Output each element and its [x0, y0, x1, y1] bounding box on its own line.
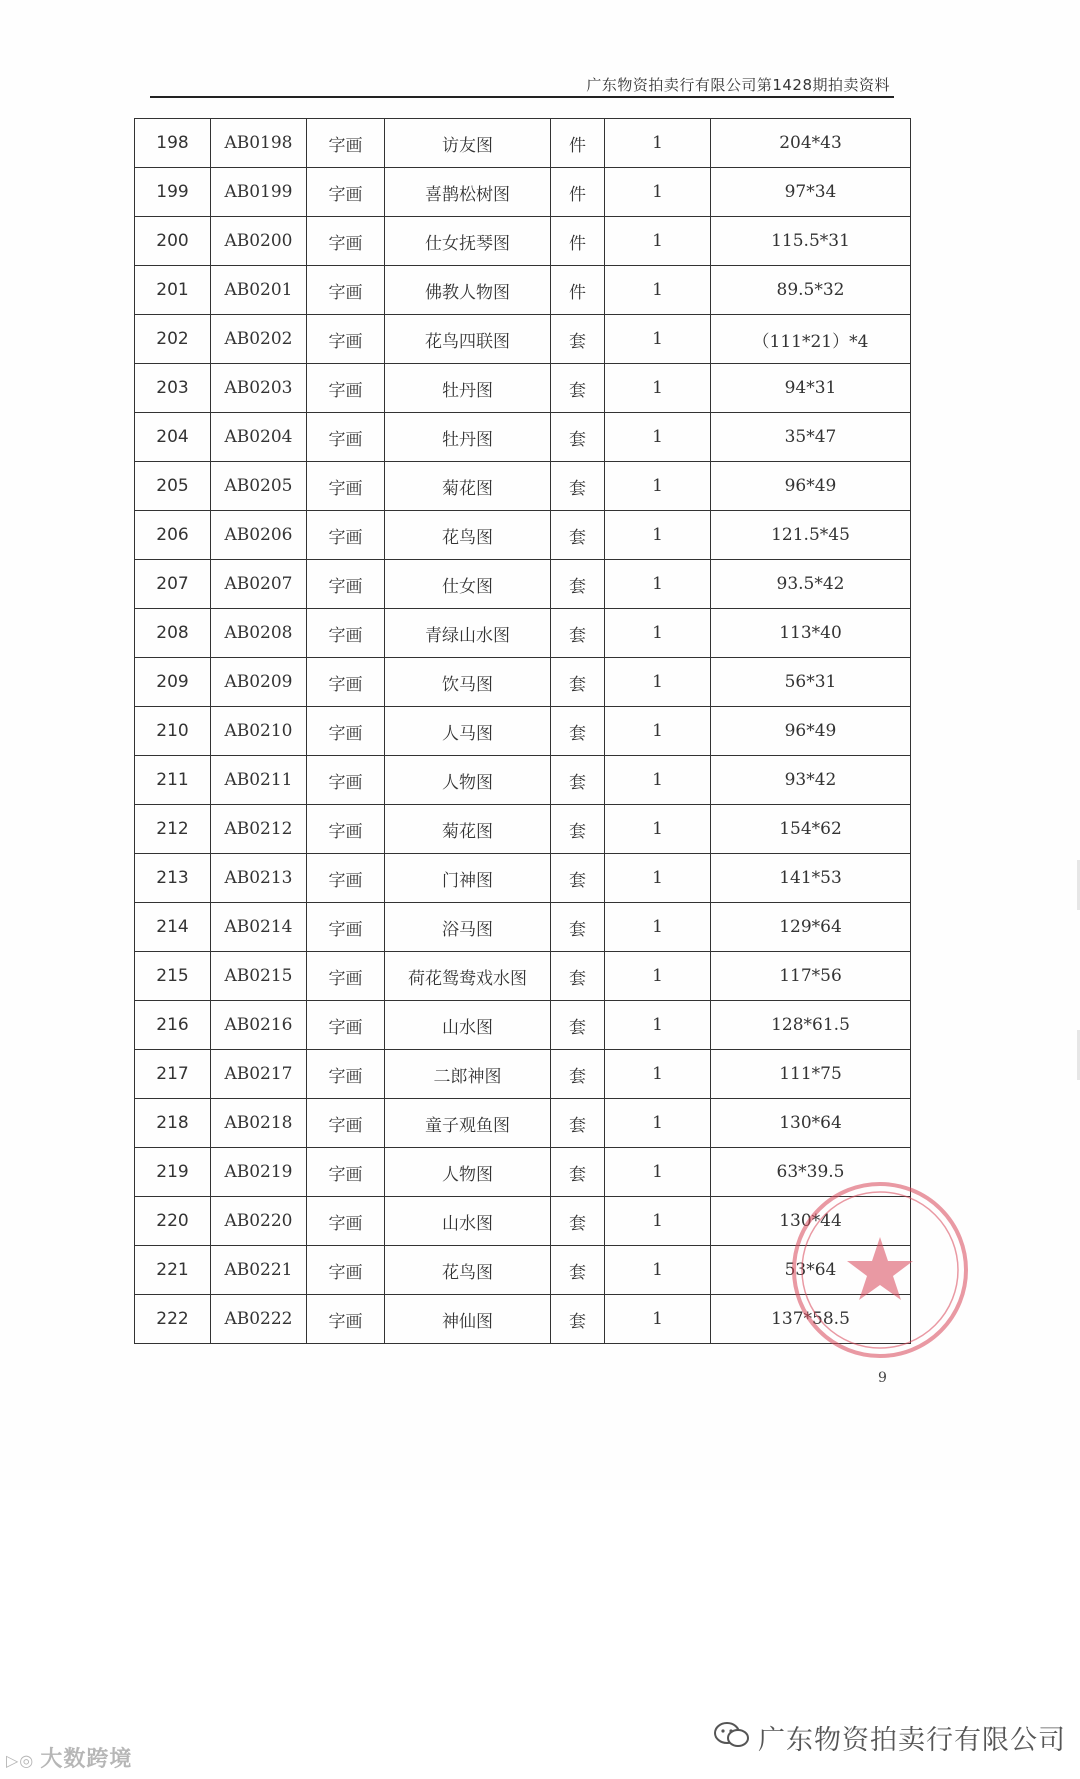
lot-size-cell: 117*56: [711, 952, 911, 1001]
lot-title-cell: 仕女抚琴图: [385, 217, 551, 266]
lot-unit-cell: 件: [551, 217, 605, 266]
lot-quantity-cell: 1: [605, 756, 711, 805]
lot-unit-cell: 套: [551, 315, 605, 364]
lot-code-cell: AB0210: [211, 707, 307, 756]
lot-quantity-cell: 1: [605, 217, 711, 266]
lot-title-cell: 饮马图: [385, 658, 551, 707]
lot-unit-cell: 件: [551, 168, 605, 217]
lot-title-cell: 花鸟四联图: [385, 315, 551, 364]
lot-size-cell: 96*49: [711, 707, 911, 756]
lot-unit-cell: 套: [551, 1050, 605, 1099]
lot-title-cell: 佛教人物图: [385, 266, 551, 315]
lot-title-cell: 浴马图: [385, 903, 551, 952]
lot-category-cell: 字画: [307, 462, 385, 511]
lot-number-cell: 222: [135, 1295, 211, 1344]
lot-size-cell: 154*62: [711, 805, 911, 854]
lot-number-cell: 199: [135, 168, 211, 217]
lot-title-cell: 童子观鱼图: [385, 1099, 551, 1148]
lot-number-cell: 212: [135, 805, 211, 854]
table-row: [135, 903, 911, 952]
lot-category-cell: 字画: [307, 658, 385, 707]
table-row: [135, 364, 911, 413]
lot-category-cell: 字画: [307, 1148, 385, 1197]
footer-logo-text: 大数跨境: [40, 1747, 133, 1772]
table-row: [135, 462, 911, 511]
lot-number-cell: 214: [135, 903, 211, 952]
lot-size-cell: 63*39.5: [711, 1148, 911, 1197]
lot-unit-cell: 套: [551, 756, 605, 805]
table-row: [135, 658, 911, 707]
lot-number-cell: 213: [135, 854, 211, 903]
lot-number-cell: 204: [135, 413, 211, 462]
lot-unit-cell: 件: [551, 119, 605, 168]
lot-code-cell: AB0204: [211, 413, 307, 462]
lot-title-cell: 访友图: [385, 119, 551, 168]
lot-number-cell: 210: [135, 707, 211, 756]
lot-title-cell: 花鸟图: [385, 511, 551, 560]
lot-unit-cell: 套: [551, 511, 605, 560]
table-row: [135, 119, 911, 168]
lot-number-cell: 215: [135, 952, 211, 1001]
lot-code-cell: AB0214: [211, 903, 307, 952]
lot-number-cell: 217: [135, 1050, 211, 1099]
lot-code-cell: AB0221: [211, 1246, 307, 1295]
lot-size-cell: 56*31: [711, 658, 911, 707]
lot-title-cell: 喜鹊松树图: [385, 168, 551, 217]
lot-unit-cell: 套: [551, 1246, 605, 1295]
lot-code-cell: AB0217: [211, 1050, 307, 1099]
lot-category-cell: 字画: [307, 266, 385, 315]
table-row: [135, 1001, 911, 1050]
lot-title-cell: 牡丹图: [385, 364, 551, 413]
table-row: [135, 952, 911, 1001]
lot-unit-cell: 套: [551, 854, 605, 903]
lot-number-cell: 198: [135, 119, 211, 168]
lot-code-cell: AB0203: [211, 364, 307, 413]
lot-quantity-cell: 1: [605, 462, 711, 511]
lot-code-cell: AB0208: [211, 609, 307, 658]
lot-number-cell: 211: [135, 756, 211, 805]
lot-code-cell: AB0207: [211, 560, 307, 609]
lot-quantity-cell: 1: [605, 707, 711, 756]
lot-number-cell: 208: [135, 609, 211, 658]
lot-category-cell: 字画: [307, 1295, 385, 1344]
lot-title-cell: 荷花鸳鸯戏水图: [385, 952, 551, 1001]
document-header: 广东物资拍卖行有限公司第1428期拍卖资料: [586, 76, 890, 94]
lot-quantity-cell: 1: [605, 266, 711, 315]
lot-number-cell: 207: [135, 560, 211, 609]
lot-category-cell: 字画: [307, 952, 385, 1001]
lot-quantity-cell: 1: [605, 1148, 711, 1197]
lot-category-cell: 字画: [307, 168, 385, 217]
table-row: [135, 560, 911, 609]
lot-size-cell: 97*34: [711, 168, 911, 217]
lot-size-cell: 93*42: [711, 756, 911, 805]
lot-quantity-cell: 1: [605, 1099, 711, 1148]
lot-unit-cell: 套: [551, 413, 605, 462]
lot-size-cell: 130*44: [711, 1197, 911, 1246]
table-row: [135, 413, 911, 462]
lot-number-cell: 201: [135, 266, 211, 315]
lot-unit-cell: 套: [551, 805, 605, 854]
lot-category-cell: 字画: [307, 903, 385, 952]
lot-size-cell: 111*75: [711, 1050, 911, 1099]
lot-number-cell: 218: [135, 1099, 211, 1148]
lot-category-cell: 字画: [307, 1001, 385, 1050]
lot-category-cell: 字画: [307, 854, 385, 903]
lot-title-cell: 山水图: [385, 1197, 551, 1246]
lot-code-cell: AB0211: [211, 756, 307, 805]
table-row: [135, 756, 911, 805]
lot-title-cell: 人物图: [385, 756, 551, 805]
lot-title-cell: 菊花图: [385, 462, 551, 511]
lot-category-cell: 字画: [307, 511, 385, 560]
lot-quantity-cell: 1: [605, 609, 711, 658]
lot-category-cell: 字画: [307, 609, 385, 658]
lot-quantity-cell: 1: [605, 903, 711, 952]
lot-quantity-cell: 1: [605, 168, 711, 217]
lot-quantity-cell: 1: [605, 413, 711, 462]
lot-unit-cell: 套: [551, 903, 605, 952]
lot-size-cell: 121.5*45: [711, 511, 911, 560]
lot-title-cell: 青绿山水图: [385, 609, 551, 658]
lot-unit-cell: 套: [551, 707, 605, 756]
lot-unit-cell: 套: [551, 609, 605, 658]
lot-title-cell: 人物图: [385, 1148, 551, 1197]
lot-unit-cell: 套: [551, 1295, 605, 1344]
lot-quantity-cell: 1: [605, 560, 711, 609]
lot-code-cell: AB0213: [211, 854, 307, 903]
lot-unit-cell: 套: [551, 952, 605, 1001]
lot-code-cell: AB0212: [211, 805, 307, 854]
lot-quantity-cell: 1: [605, 1197, 711, 1246]
table-row: [135, 217, 911, 266]
lot-code-cell: AB0222: [211, 1295, 307, 1344]
lot-unit-cell: 套: [551, 462, 605, 511]
lot-title-cell: 仕女图: [385, 560, 551, 609]
table-row: [135, 168, 911, 217]
table-row: [135, 805, 911, 854]
lot-unit-cell: 套: [551, 1197, 605, 1246]
table-row: [135, 707, 911, 756]
lot-category-cell: 字画: [307, 560, 385, 609]
lot-title-cell: 神仙图: [385, 1295, 551, 1344]
auction-lot-table-body: [135, 119, 911, 1344]
table-row: [135, 266, 911, 315]
table-row: [135, 1197, 911, 1246]
table-row: [135, 609, 911, 658]
lot-quantity-cell: 1: [605, 805, 711, 854]
footer-logo: ▷◎ 大数跨境: [6, 1747, 133, 1772]
lot-unit-cell: 套: [551, 1001, 605, 1050]
header-rule: [150, 96, 894, 98]
lot-quantity-cell: 1: [605, 952, 711, 1001]
lot-category-cell: 字画: [307, 1197, 385, 1246]
lot-unit-cell: 套: [551, 560, 605, 609]
lot-unit-cell: 套: [551, 658, 605, 707]
lot-size-cell: 141*53: [711, 854, 911, 903]
lot-quantity-cell: 1: [605, 1246, 711, 1295]
lot-number-cell: 209: [135, 658, 211, 707]
lot-category-cell: 字画: [307, 1246, 385, 1295]
lot-number-cell: 203: [135, 364, 211, 413]
table-row: [135, 1148, 911, 1197]
lot-size-cell: 96*49: [711, 462, 911, 511]
lot-code-cell: AB0200: [211, 217, 307, 266]
lot-quantity-cell: 1: [605, 364, 711, 413]
wechat-icon[interactable]: [712, 1720, 752, 1750]
lot-quantity-cell: 1: [605, 119, 711, 168]
lot-number-cell: 216: [135, 1001, 211, 1050]
lot-code-cell: AB0216: [211, 1001, 307, 1050]
lot-category-cell: 字画: [307, 805, 385, 854]
lot-category-cell: 字画: [307, 707, 385, 756]
lot-number-cell: 202: [135, 315, 211, 364]
lot-size-cell: 129*64: [711, 903, 911, 952]
lot-unit-cell: 套: [551, 364, 605, 413]
table-row: [135, 1246, 911, 1295]
lot-category-cell: 字画: [307, 413, 385, 462]
lot-unit-cell: 件: [551, 266, 605, 315]
table-row: [135, 1050, 911, 1099]
page-number: 9: [878, 1370, 887, 1386]
lot-title-cell: 人马图: [385, 707, 551, 756]
lot-number-cell: 205: [135, 462, 211, 511]
table-row: [135, 854, 911, 903]
lot-title-cell: 二郎神图: [385, 1050, 551, 1099]
lot-title-cell: 门神图: [385, 854, 551, 903]
wechat-account-name[interactable]: 广东物资拍卖行有限公司: [758, 1725, 1066, 1756]
lot-size-cell: 35*47: [711, 413, 911, 462]
lot-size-cell: 115.5*31: [711, 217, 911, 266]
lot-quantity-cell: 1: [605, 1001, 711, 1050]
lot-size-cell: 94*31: [711, 364, 911, 413]
lot-title-cell: 菊花图: [385, 805, 551, 854]
lot-code-cell: AB0202: [211, 315, 307, 364]
lot-quantity-cell: 1: [605, 1050, 711, 1099]
lot-category-cell: 字画: [307, 217, 385, 266]
lot-category-cell: 字画: [307, 1050, 385, 1099]
lot-category-cell: 字画: [307, 315, 385, 364]
lot-quantity-cell: 1: [605, 315, 711, 364]
lot-number-cell: 206: [135, 511, 211, 560]
lot-code-cell: AB0206: [211, 511, 307, 560]
lot-number-cell: 221: [135, 1246, 211, 1295]
table-row: [135, 315, 911, 364]
lot-size-cell: 93.5*42: [711, 560, 911, 609]
lot-code-cell: AB0215: [211, 952, 307, 1001]
lot-category-cell: 字画: [307, 119, 385, 168]
table-row: [135, 1099, 911, 1148]
lot-code-cell: AB0201: [211, 266, 307, 315]
lot-category-cell: 字画: [307, 364, 385, 413]
lot-size-cell: 130*64: [711, 1099, 911, 1148]
auction-lot-table: [134, 118, 911, 1344]
lot-code-cell: AB0205: [211, 462, 307, 511]
lot-category-cell: 字画: [307, 1099, 385, 1148]
table-row: [135, 511, 911, 560]
lot-quantity-cell: 1: [605, 1295, 711, 1344]
lot-title-cell: 山水图: [385, 1001, 551, 1050]
lot-size-cell: （111*21）*4: [711, 315, 911, 364]
lot-code-cell: AB0198: [211, 119, 307, 168]
lot-size-cell: 204*43: [711, 119, 911, 168]
lot-number-cell: 200: [135, 217, 211, 266]
lot-number-cell: 219: [135, 1148, 211, 1197]
lot-quantity-cell: 1: [605, 854, 711, 903]
lot-size-cell: 137*58.5: [711, 1295, 911, 1344]
table-row: [135, 1295, 911, 1344]
lot-quantity-cell: 1: [605, 511, 711, 560]
lot-size-cell: 53*64: [711, 1246, 911, 1295]
lot-quantity-cell: 1: [605, 658, 711, 707]
lot-code-cell: AB0218: [211, 1099, 307, 1148]
lot-size-cell: 89.5*32: [711, 266, 911, 315]
lot-category-cell: 字画: [307, 756, 385, 805]
lot-number-cell: 220: [135, 1197, 211, 1246]
lot-unit-cell: 套: [551, 1148, 605, 1197]
lot-title-cell: 牡丹图: [385, 413, 551, 462]
lot-title-cell: 花鸟图: [385, 1246, 551, 1295]
lot-code-cell: AB0199: [211, 168, 307, 217]
lot-unit-cell: 套: [551, 1099, 605, 1148]
lot-size-cell: 113*40: [711, 609, 911, 658]
lot-size-cell: 128*61.5: [711, 1001, 911, 1050]
lot-code-cell: AB0219: [211, 1148, 307, 1197]
lot-code-cell: AB0209: [211, 658, 307, 707]
lot-code-cell: AB0220: [211, 1197, 307, 1246]
